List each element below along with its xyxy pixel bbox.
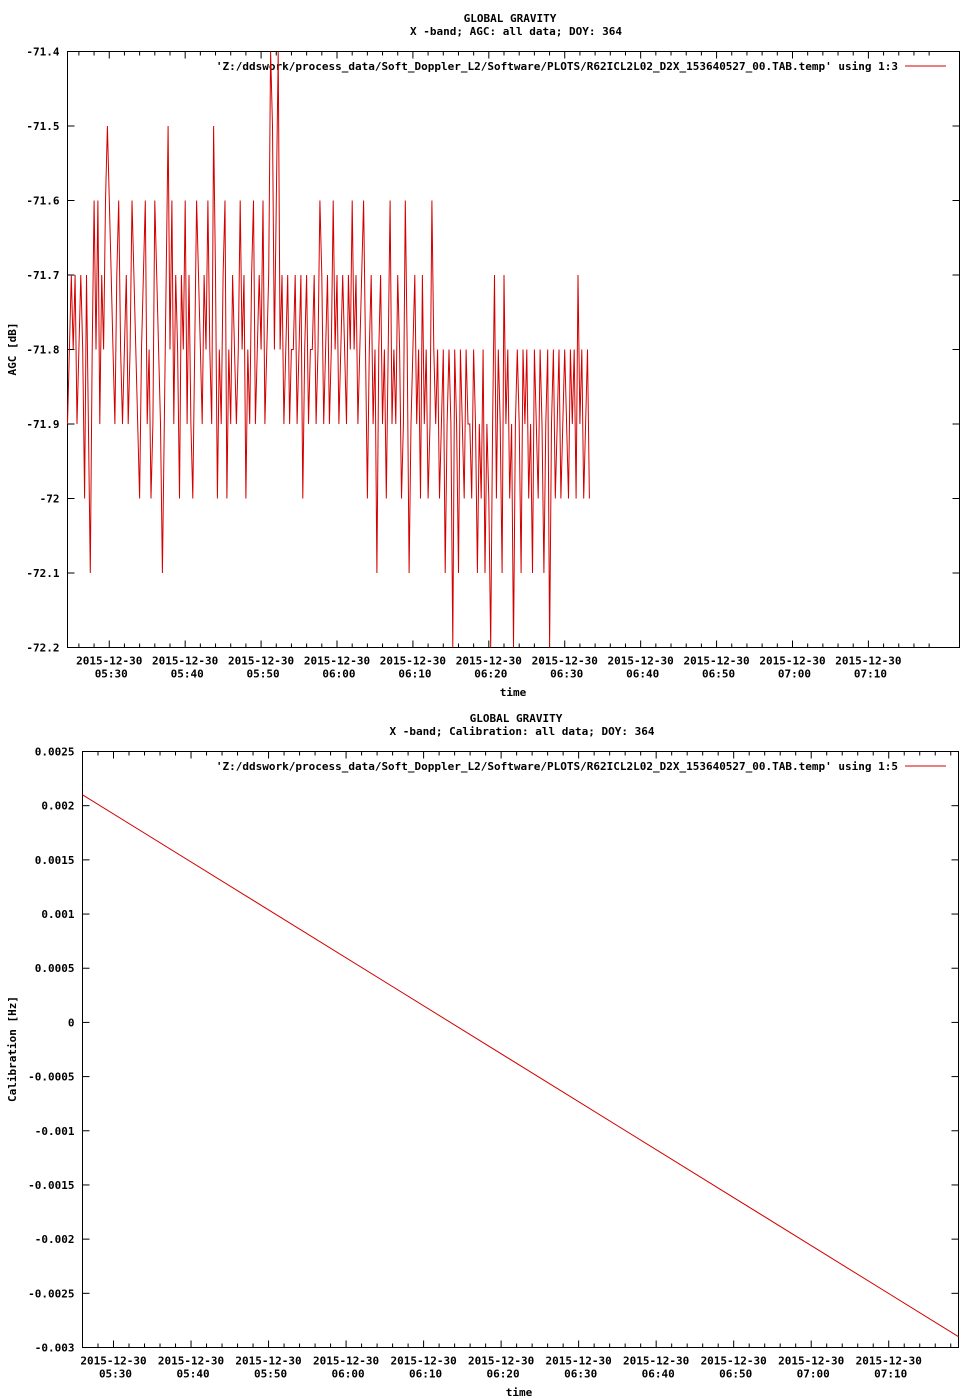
x-tick-label-date: 2015-12-30	[607, 654, 674, 668]
x-tick-label-time: 06:40	[641, 1367, 675, 1381]
x-tick-label-time: 05:40	[170, 667, 204, 681]
y-tick-label: -0.002	[34, 1233, 75, 1247]
chart-subtitle: X -band; AGC: all data; DOY: 364	[410, 25, 622, 38]
x-tick-label-time: 07:10	[853, 667, 887, 681]
y-axis-label: AGC [dB]	[6, 322, 19, 376]
series-line-calibration	[83, 795, 959, 1337]
y-ticks-group	[28, 746, 958, 1355]
y-tick-label: -72.2	[26, 641, 60, 655]
x-ticks-group	[80, 752, 950, 1381]
x-tick-label-date: 2015-12-30	[531, 654, 598, 668]
series-group	[83, 795, 959, 1337]
x-tick-label-time: 06:30	[550, 667, 584, 681]
y-tick-label: -72	[39, 492, 60, 506]
x-tick-label-date: 2015-12-30	[390, 1354, 457, 1368]
y-tick-label: 0.0005	[34, 962, 75, 976]
x-tick-label-date: 2015-12-30	[468, 1354, 535, 1368]
x-axis-label: time	[505, 1386, 533, 1399]
x-tick-label-date: 2015-12-30	[303, 654, 371, 668]
x-tick-label-date: 2015-12-30	[835, 654, 902, 668]
y-tick-label: -71.5	[26, 120, 60, 133]
y-tick-label: 0.0025	[34, 745, 75, 759]
y-tick-label: -71.6	[26, 194, 60, 208]
x-tick-label-date: 2015-12-30	[545, 1354, 612, 1368]
y-tick-label: -0.001	[34, 1124, 75, 1138]
x-tick-label-time: 06:30	[564, 1367, 598, 1381]
x-tick-label-time: 05:30	[98, 1367, 133, 1381]
y-tick-label: 0.002	[41, 799, 75, 813]
x-tick-label-date: 2015-12-30	[455, 654, 522, 668]
x-tick-label-date: 2015-12-30	[235, 1354, 302, 1368]
x-tick-label-time: 06:00	[331, 1367, 365, 1381]
calibration-chart	[0, 700, 980, 1400]
chart-subtitle: X -band; Calibration: all data; DOY: 364	[389, 725, 655, 738]
x-tick-label-date: 2015-12-30	[227, 654, 295, 668]
x-tick-label-time: 06:20	[474, 667, 508, 681]
x-tick-label-date: 2015-12-30	[152, 654, 219, 668]
y-tick-label: -71.7	[26, 269, 60, 282]
series-group	[68, 52, 590, 648]
plot-frame	[83, 752, 959, 1348]
legend-label: 'Z:/ddswork/process_data/Soft_Doppler_L2/Software/PLOTS/R62ICL2L02_D2X_153640527_00.TAB.temp' using 1:5	[215, 760, 898, 773]
x-tick-label-date: 2015-12-30	[778, 1354, 845, 1368]
y-tick-label: -71.9	[26, 418, 60, 431]
x-tick-label-time: 07:00	[777, 667, 812, 681]
y-tick-label: -72.1	[26, 567, 60, 580]
x-tick-label-date: 2015-12-30	[80, 1354, 147, 1368]
x-tick-label-date: 2015-12-30	[623, 1354, 690, 1368]
y-axis-label: Calibration [Hz]	[6, 996, 19, 1102]
x-tick-label-time: 06:50	[702, 667, 736, 681]
series-line-agc	[68, 52, 590, 648]
x-tick-label-time: 05:50	[246, 667, 280, 681]
y-tick-label: -0.003	[34, 1341, 75, 1355]
y-tick-label: -71.4	[26, 45, 60, 59]
y-tick-label: -71.8	[26, 343, 60, 357]
x-tick-label-time: 06:40	[626, 667, 660, 681]
y-tick-label: 0	[67, 1016, 75, 1030]
x-tick-label-time: 06:10	[398, 667, 432, 681]
x-tick-label-time: 05:30	[94, 667, 128, 681]
y-tick-label: -0.0025	[28, 1287, 75, 1301]
y-tick-label: 0.0015	[34, 853, 75, 867]
x-tick-label-time: 06:00	[322, 667, 356, 681]
x-tick-label-time: 07:00	[796, 1367, 830, 1381]
x-tick-label-date: 2015-12-30	[855, 1354, 922, 1368]
y-tick-label: -0.0015	[28, 1178, 75, 1192]
y-tick-label: 0.001	[41, 908, 75, 922]
chart-title: GLOBAL GRAVITY	[463, 12, 557, 25]
plot-frame	[68, 52, 960, 648]
x-tick-label-date: 2015-12-30	[76, 654, 143, 668]
x-tick-label-time: 06:10	[409, 1367, 443, 1381]
x-tick-label-date: 2015-12-30	[157, 1354, 225, 1368]
x-tick-label-date: 2015-12-30	[700, 1354, 767, 1368]
x-axis-label: time	[499, 686, 527, 699]
legend-label: 'Z:/ddswork/process_data/Soft_Doppler_L2/Software/PLOTS/R62ICL2L02_D2X_153640527_00.TAB.temp' using 1:3	[215, 60, 898, 73]
x-tick-label-time: 07:10	[874, 1367, 908, 1381]
x-tick-label-date: 2015-12-30	[683, 654, 750, 668]
y-ticks-group	[26, 46, 959, 655]
x-tick-label-time: 05:40	[176, 1367, 210, 1381]
x-tick-label-date: 2015-12-30	[379, 654, 447, 668]
x-tick-label-date: 2015-12-30	[312, 1354, 380, 1368]
x-tick-label-time: 06:20	[486, 1367, 520, 1381]
x-tick-label-time: 05:50	[253, 1367, 288, 1381]
y-tick-label: -0.0005	[28, 1070, 75, 1084]
x-tick-label-date: 2015-12-30	[759, 654, 826, 668]
x-tick-label-time: 06:50	[719, 1367, 753, 1381]
chart-title: GLOBAL GRAVITY	[469, 712, 563, 725]
